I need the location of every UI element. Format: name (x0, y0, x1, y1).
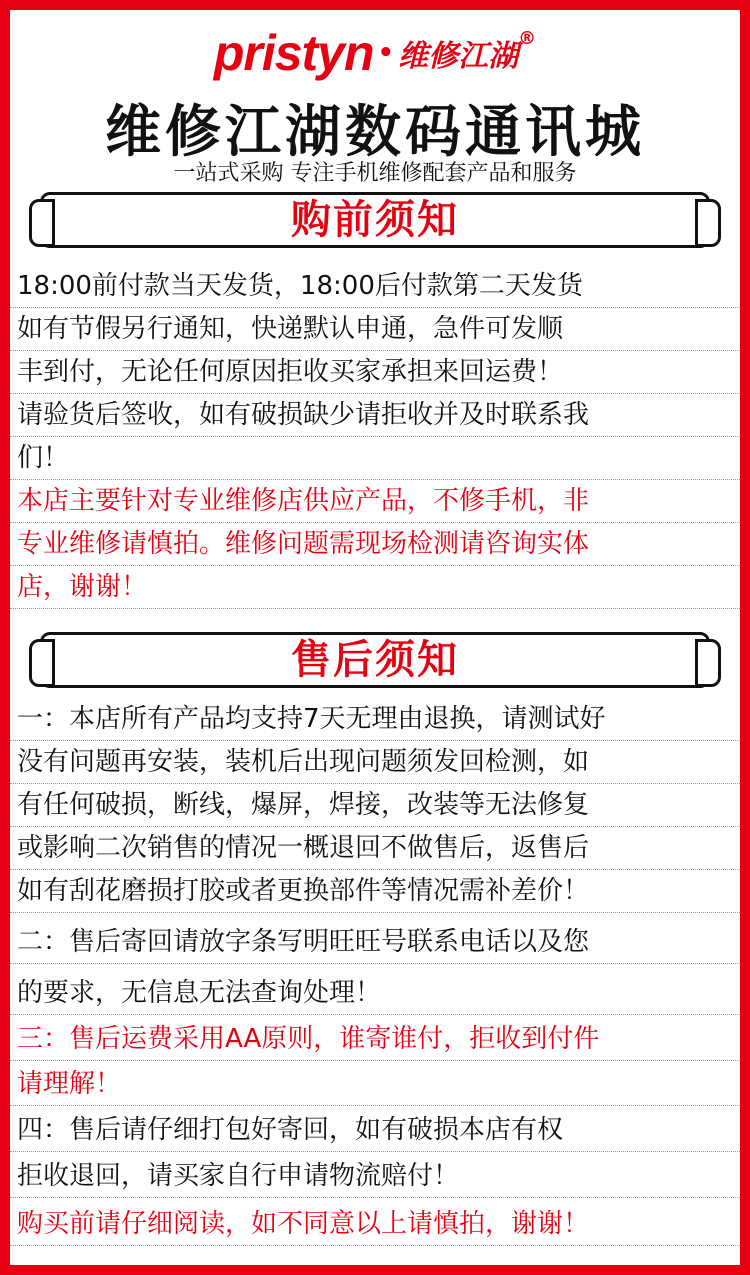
logo-chinese-text: 维修江湖 (398, 39, 519, 74)
brand-logo (10, 24, 740, 82)
pre-purchase-line: 们！ (10, 437, 740, 480)
pre-purchase-line: 如有节假另行通知，快递默认申通，急件可发顺 (10, 308, 740, 351)
pre-purchase-line-highlight: 本店主要针对专业维修店供应产品，不修手机，非 (10, 480, 740, 523)
after-sales-line-highlight: 三：售后运费采用AA原则，谁寄谁付，拒收到付件 (10, 1018, 740, 1061)
after-sales-line: 没有问题再安装，装机后出现问题须发回检测，如 (10, 741, 740, 784)
store-slogan: 一站式采购 专注手机维修配套产品和服务 (173, 161, 577, 186)
after-sales-line: 一：本店所有产品均支持7天无理由退换，请测试好 (10, 698, 740, 741)
pre-purchase-line: 丰到付，无论任何原因拒收买家承担来回运费！ (10, 351, 740, 394)
after-sales-line: 的要求，无信息无法查询处理！ (10, 972, 740, 1015)
after-sales-line: 如有刮花磨损打胶或者更换部件等情况需补差价！ (10, 870, 740, 913)
logo-dot: • (377, 38, 395, 68)
after-sales-line: 有任何破损，断线，爆屏，焊接，改装等无法修复 (10, 784, 740, 827)
after-sales-line: 二：售后寄回请放字条写明旺旺号联系电话以及您 (10, 921, 740, 964)
after-sales-line-highlight: 请理解！ (10, 1063, 740, 1106)
pre-purchase-title: 购前须知 (291, 197, 459, 243)
pre-purchase-line: 请验货后签收，如有破损缺少请拒收并及时联系我 (10, 394, 740, 437)
pre-purchase-line-highlight: 店，谢谢！ (10, 566, 740, 609)
after-sales-banner (40, 632, 710, 688)
after-sales-line: 拒收退回，请买家自行申请物流赔付！ (10, 1155, 740, 1198)
store-title: 维修江湖数码通讯城 (105, 100, 645, 165)
pre-purchase-banner (40, 192, 710, 248)
registered-mark: ® (518, 28, 537, 49)
after-sales-line: 或影响二次销售的情况一概退回不做售后，返售后 (10, 827, 740, 870)
logo-brand-text: pristyn (213, 25, 374, 81)
pre-purchase-line: 18:00前付款当天发货，18:00后付款第二天发货 (10, 265, 740, 308)
after-sales-line: 四：售后请仔细打包好寄回，如有破损本店有权 (10, 1109, 740, 1152)
closing-notice: 购买前请仔细阅读，如不同意以上请慎拍，谢谢！ (10, 1203, 740, 1246)
pre-purchase-line-highlight: 专业维修请慎拍。维修问题需现场检测请咨询实体 (10, 523, 740, 566)
after-sales-title: 售后须知 (291, 637, 459, 683)
